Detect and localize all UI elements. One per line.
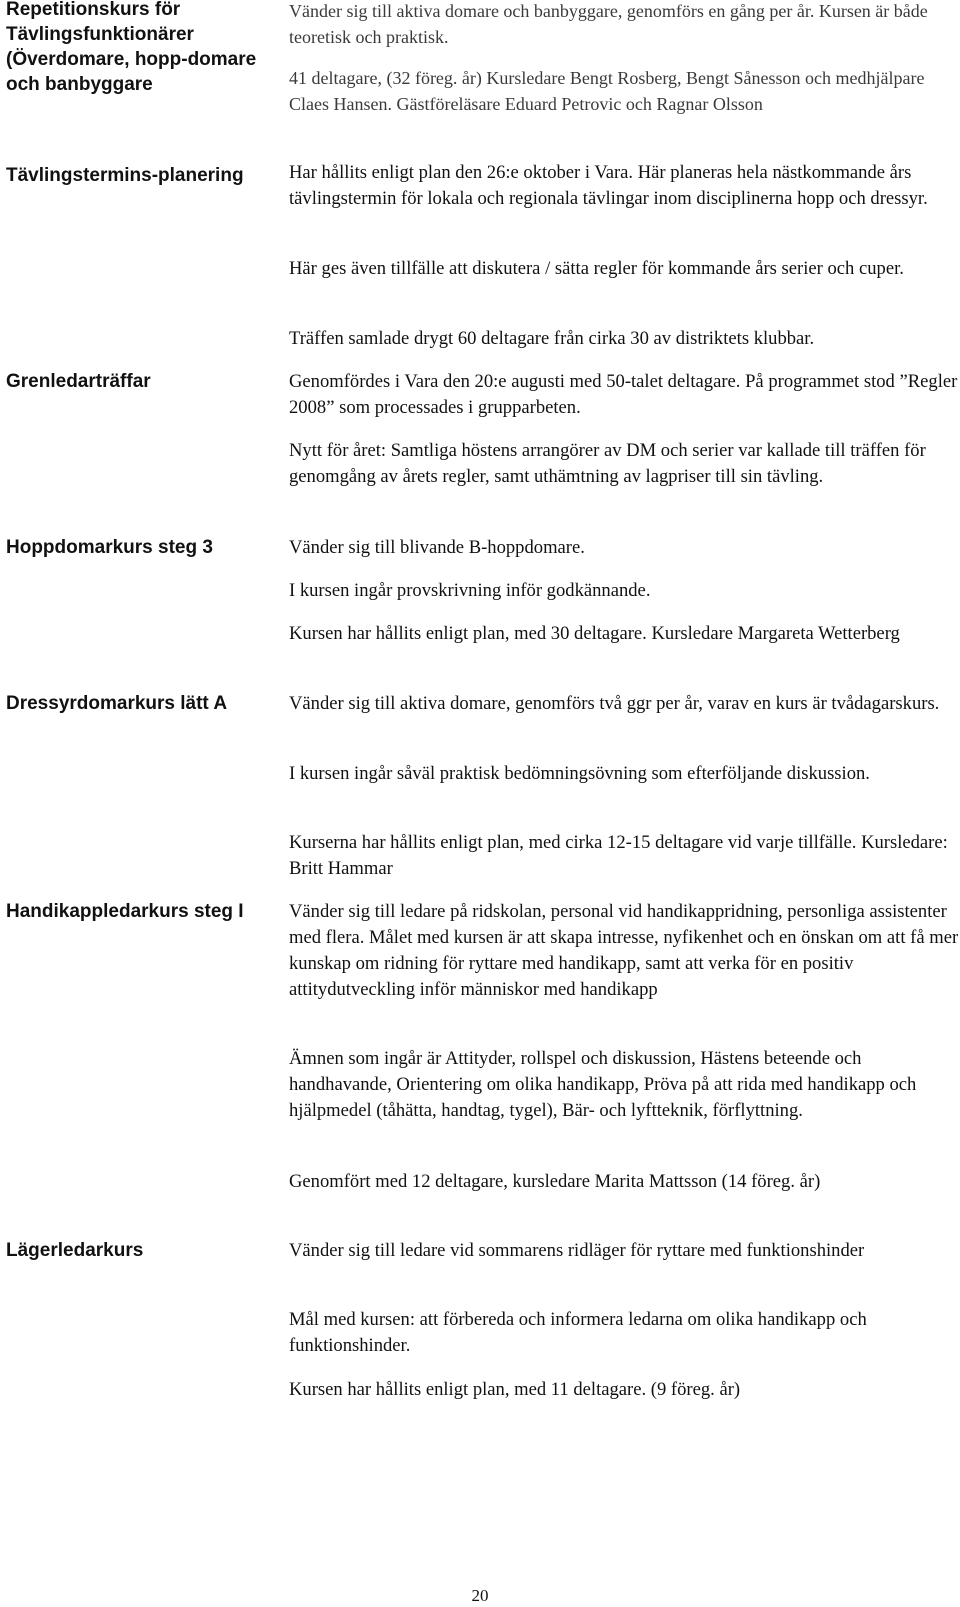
section-heading-repetitionskurs: Repetitionskurs för Tävlingsfunktionärer (Överdomare, hopp-domare och banbyggare (6, 0, 257, 95)
section-paragraph: 41 deltagare, (32 föreg. år) Kursledare Bengt Rosberg, Bengt Sånesson och medhjälpare Claes Hansen. Gästföreläsare Eduard Petrovic och Ragnar Olsson (289, 68, 925, 114)
section-paragraph: Nytt för året: Samtliga höstens arrangörer av DM och serier var kallade till träffen för genomgång av årets regler, samt uthämtning av lagpriser till sin tävling. (289, 440, 926, 487)
section-paragraph: Vänder sig till aktiva domare, genomförs två ggr per år, varav en kurs är tvådagarskurs. (289, 693, 940, 714)
section-heading-handikappledarkurs: Handikappledarkurs steg I (6, 901, 244, 922)
section-paragraph: Kurserna har hållits enligt plan, med cirka 12-15 deltagare vid varje tillfälle. Kursledare: Britt Hammar (289, 832, 948, 879)
section-heading-lagerledarkurs: Lägerledarkurs (6, 1240, 144, 1261)
section-paragraph: Ämnen som ingår är Attityder, rollspel och diskussion, Hästens beteende och handhavande, Orientering om olika handikapp, Pröva på att rida med handikapp och hjälpmedel (tåhätta, handtag, tygel), Bär- och lyftteknik, förflyttning. (289, 1048, 917, 1121)
section-paragraph: Vänder sig till blivande B-hoppdomare. (289, 537, 585, 558)
section-paragraph: Har hållits enligt plan den 26:e oktober i Vara. Här planeras hela nästkommande års tävlingstermin för lokala och regionala tävlingar inom disciplinerna hopp och dressyr. (289, 162, 928, 209)
section-paragraph: Vänder sig till aktiva domare och banbyggare, genomförs en gång per år. Kursen är både teoretisk och praktisk. (289, 1, 928, 47)
section-paragraph: Här ges även tillfälle att diskutera / sätta regler för kommande års serier och cuper. (289, 258, 904, 279)
section-paragraph: Vänder sig till ledare vid sommarens ridläger för ryttare med funktionshinder (289, 1240, 865, 1261)
section-paragraph: Genomfördes i Vara den 20:e augusti med 50-talet deltagare. På programmet stod ”Regler 2008” som processades i grupparbeten. (289, 371, 958, 418)
section-paragraph: Vänder sig till ledare på ridskolan, personal vid handikappridning, personliga assistenter med flera. Målet med kursen är att skapa intresse, nyfikenhet och en önskan om att få mer kunskap om ridning för ryttare med handikapp, samt att verka för en positiv attitydutveckling inför människor med handikapp (289, 901, 959, 1000)
section-paragraph: Träffen samlade drygt 60 deltagare från cirka 30 av distriktets klubbar. (289, 328, 815, 349)
section-paragraph: Genomfört med 12 deltagare, kursledare Marita Mattsson (14 föreg. år) (289, 1171, 821, 1192)
section-heading-hoppdomarkurs: Hoppdomarkurs steg 3 (6, 537, 213, 558)
section-paragraph: I kursen ingår provskrivning inför godkännande. (289, 580, 651, 601)
section-paragraph: Mål med kursen: att förbereda och informera ledarna om olika handikapp och funktionshinder. (289, 1309, 867, 1356)
page-number: 20 (471, 1586, 489, 1605)
section-paragraph: Kursen har hållits enligt plan, med 30 deltagare. Kursledare Margareta Wetterberg (289, 623, 900, 644)
section-heading-dressyrdomarkurs: Dressyrdomarkurs lätt A (6, 693, 228, 714)
section-paragraph: Kursen har hållits enligt plan, med 11 deltagare. (9 föreg. år) (289, 1379, 741, 1400)
section-heading-grenledartraffar: Grenledarträffar (6, 371, 151, 392)
section-paragraph: I kursen ingår såväl praktisk bedömningsövning som efterföljande diskussion. (289, 763, 870, 784)
section-heading-tavlingsterminsplanering: Tävlingstermins-planering (6, 165, 244, 186)
